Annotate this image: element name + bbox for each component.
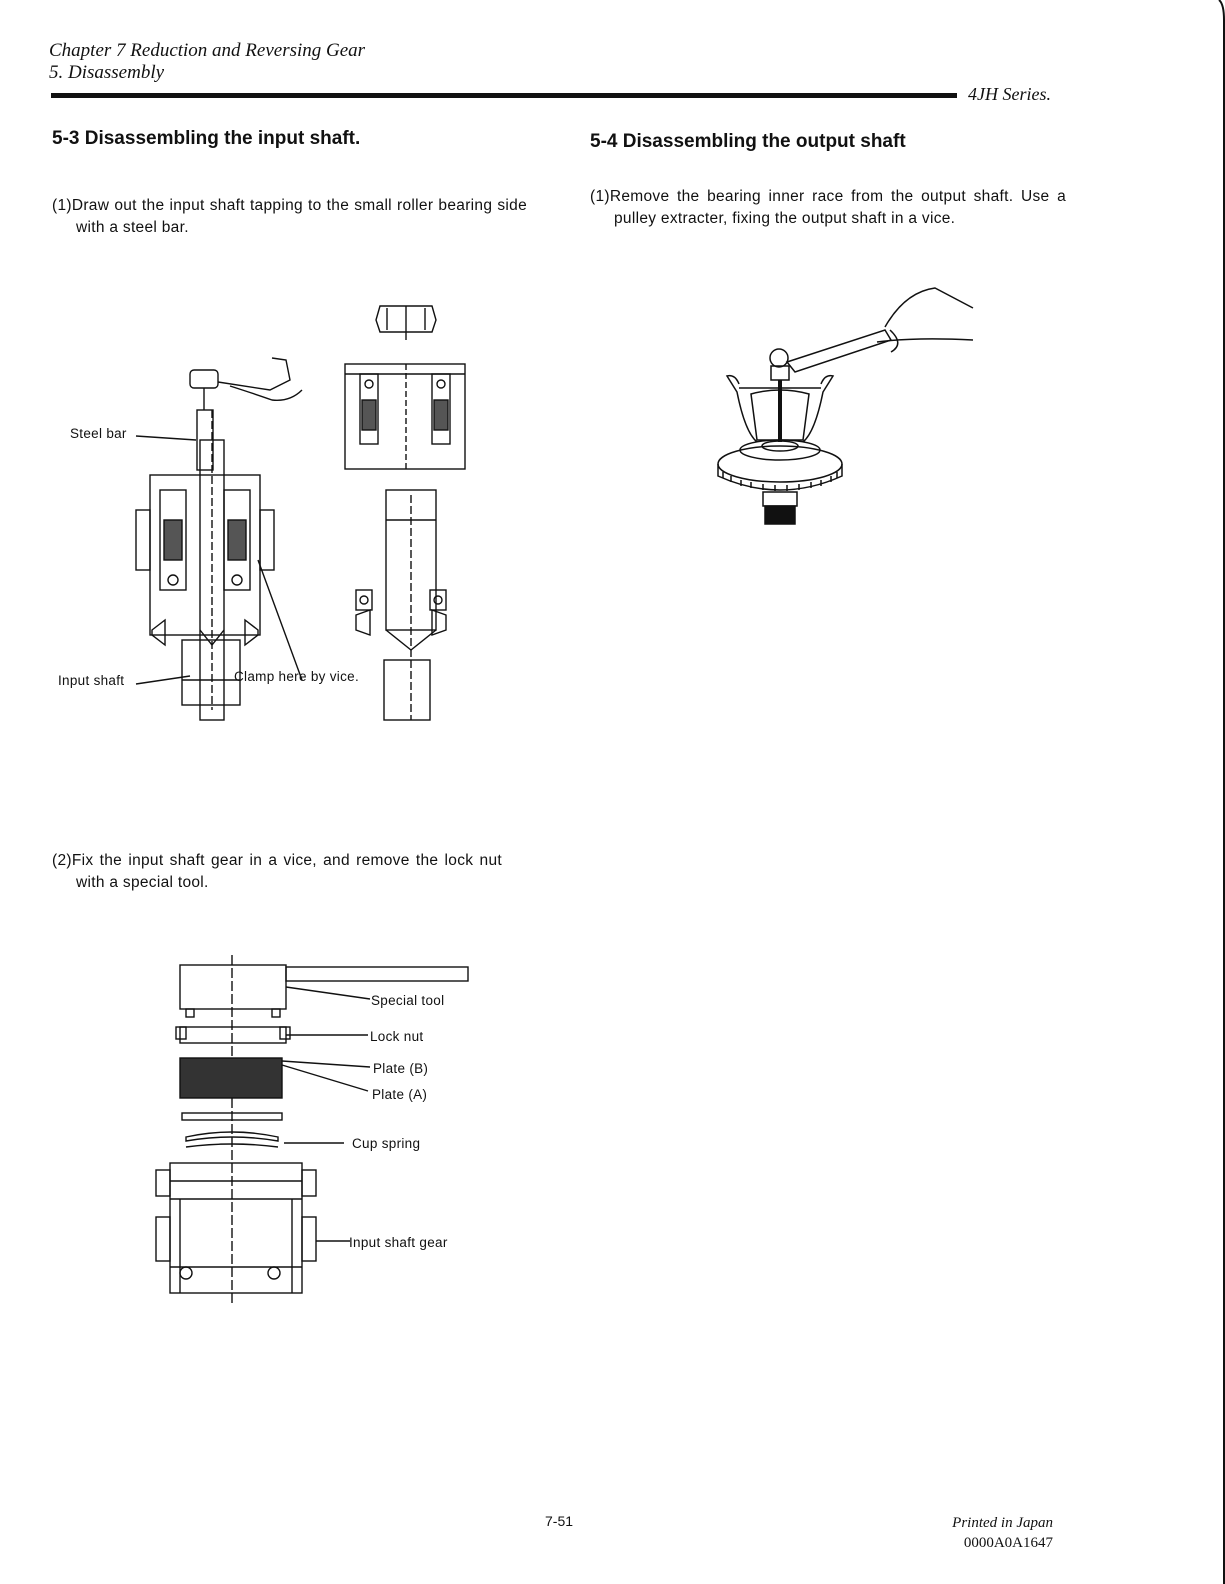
figure-input-shaft-removal — [40, 290, 500, 730]
chapter-title: Chapter 7 Reduction and Reversing Gear — [49, 40, 366, 61]
label-plate-a: Plate (A) — [372, 1087, 428, 1102]
step-text: Fix the input shaft gear in a vice, and remove the lock nut with a special tool. — [71, 852, 502, 891]
page-header — [49, 40, 365, 84]
label-special-tool: Special tool — [371, 993, 445, 1008]
label-plate-b: Plate (B) — [373, 1061, 429, 1076]
step-5-3-1 — [52, 195, 527, 239]
label-input-shaft-gear: Input shaft gear — [349, 1235, 448, 1250]
step-5-4-1 — [590, 186, 1066, 230]
printed-in-japan: Printed in Japan — [952, 1515, 1053, 1531]
step-text: Draw out the input shaft tapping to the small roller bearing side with a steel bar. — [71, 197, 527, 236]
section-title: 5. Disassembly — [49, 62, 165, 83]
document-code: 0000A0A1647 — [963, 1535, 1053, 1551]
label-steel-bar: Steel bar — [70, 426, 127, 441]
step-number: (1) — [52, 197, 72, 214]
section-heading-5-4: 5-4 Disassembling the output shaft — [590, 131, 906, 152]
step-number: (1) — [590, 188, 610, 205]
series-label: 4JH Series. — [968, 84, 1051, 104]
figure-pulley-extractor — [715, 282, 985, 532]
step-number: (2) — [52, 852, 72, 869]
section-heading-5-3: 5-3 Disassembling the input shaft. — [52, 128, 361, 149]
label-cup-spring: Cup spring — [352, 1136, 421, 1151]
step-5-3-2 — [52, 850, 502, 894]
step-text: Remove the bearing inner race from the output shaft. Use a pulley extracter, fixing the output shaft in a vice. — [609, 188, 1066, 227]
label-lock-nut: Lock nut — [370, 1029, 424, 1044]
page-edge — [1219, 0, 1225, 1584]
footer-print-info — [928, 1513, 1053, 1553]
label-clamp-here: Clamp here by vice. — [234, 669, 359, 684]
page-number: 7-51 — [545, 1513, 574, 1529]
header-rule — [51, 93, 957, 98]
label-input-shaft: Input shaft — [58, 673, 125, 688]
